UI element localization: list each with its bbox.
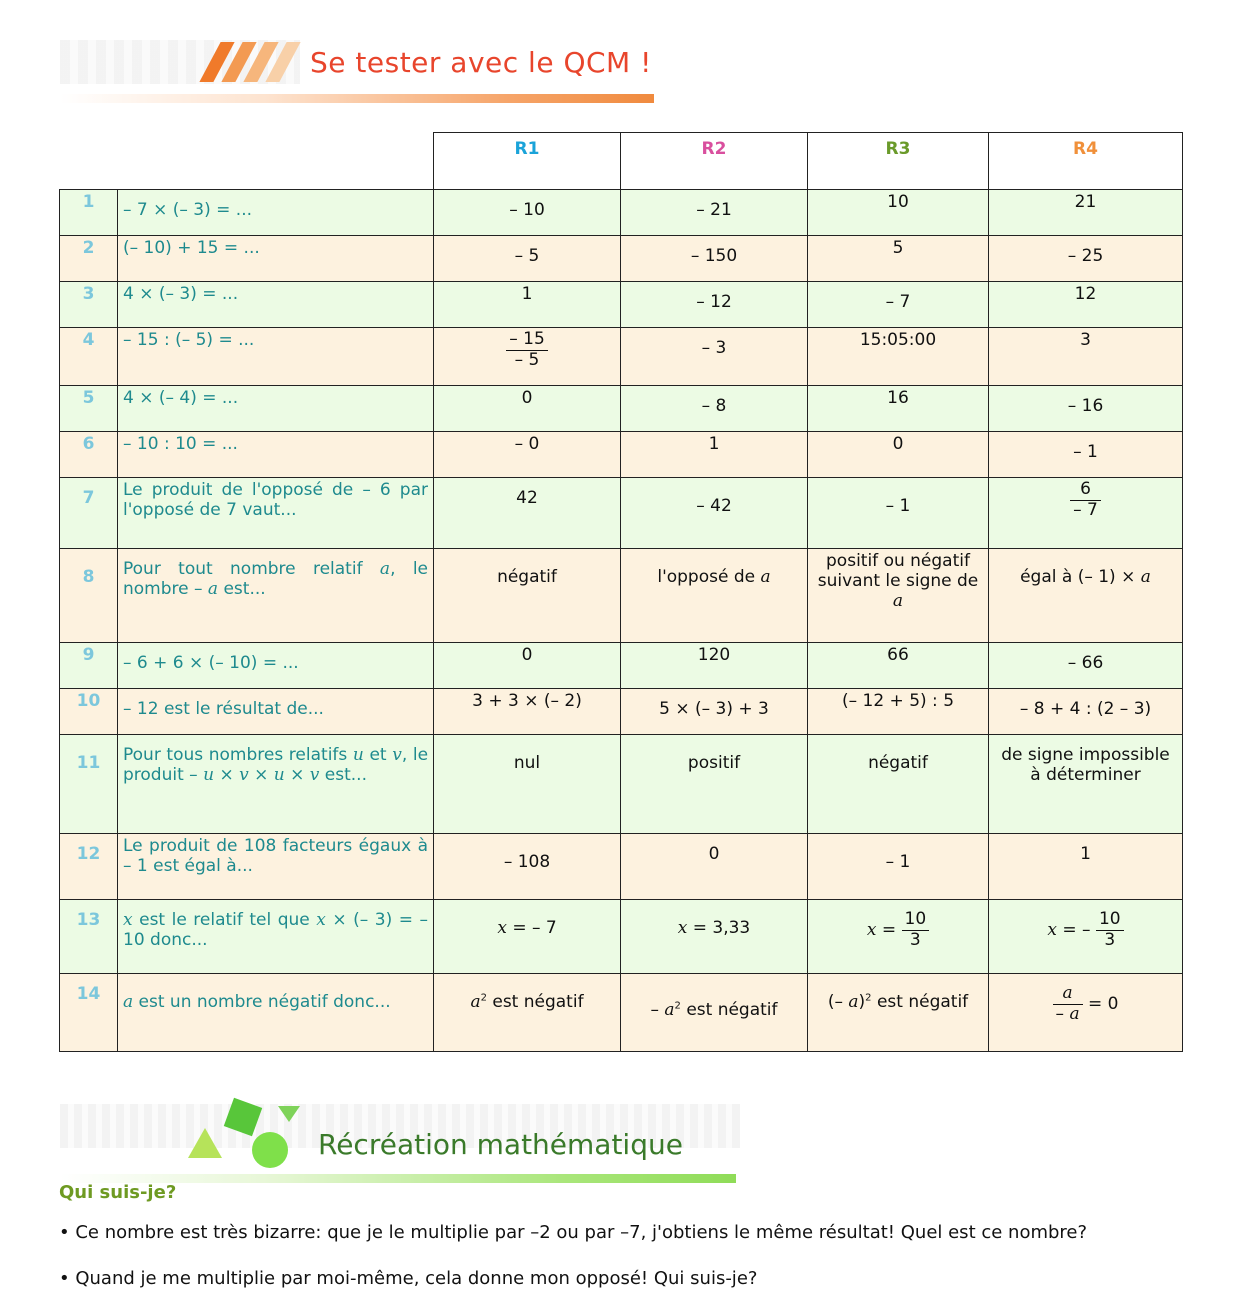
answer-part: – xyxy=(650,1000,659,1020)
answer-r2: 120 xyxy=(621,643,808,689)
question-text xyxy=(118,974,434,1052)
table-row xyxy=(60,689,1183,735)
answer-r1 xyxy=(434,974,621,1052)
answer-part: (– xyxy=(827,992,843,1012)
banner-underline xyxy=(60,94,654,103)
circle-shape xyxy=(252,1132,288,1168)
question-part: , le nombre – xyxy=(123,559,428,599)
answer-r2: – 21 xyxy=(621,190,808,236)
question-part: Pour tous nombres relatifs xyxy=(123,745,348,765)
table-row xyxy=(60,386,1183,432)
variable: a xyxy=(848,992,859,1012)
question-part: est... xyxy=(324,765,367,785)
question-number: 9 xyxy=(60,643,118,689)
answer-part: = – xyxy=(1062,920,1091,941)
variable: a xyxy=(664,1000,675,1020)
variable: x xyxy=(866,920,877,941)
question-text: Le produit de 108 facteurs égaux à – 1 est égal à... xyxy=(118,834,434,900)
fraction-numerator: 10 xyxy=(1096,910,1124,931)
answer-r4: – 66 xyxy=(989,643,1183,689)
answer-r3: 16 xyxy=(808,386,989,432)
answer-r1: – 5 xyxy=(434,236,621,282)
variable: v xyxy=(392,745,402,765)
header-r3: R3 xyxy=(808,133,989,190)
fraction-numerator: 10 xyxy=(902,910,930,931)
fraction xyxy=(1096,910,1124,950)
variable: u xyxy=(352,745,364,765)
fraction-numerator xyxy=(1053,984,1083,1005)
header-blank xyxy=(60,133,434,190)
answer-r1: nul xyxy=(434,735,621,834)
question-text xyxy=(118,735,434,834)
answer-part: = 3,33 xyxy=(692,918,751,938)
answer-part: est négatif xyxy=(876,992,969,1012)
header-r2: R2 xyxy=(621,133,808,190)
exponent: 2 xyxy=(865,992,872,1004)
question-number: 5 xyxy=(60,386,118,432)
fraction xyxy=(902,910,930,950)
header-r1: R1 xyxy=(434,133,621,190)
answer-r3: 15:05:00 xyxy=(808,328,989,386)
variable: a xyxy=(207,579,219,599)
question-number: 11 xyxy=(60,735,118,834)
answer-r3: 0 xyxy=(808,432,989,478)
question-text xyxy=(118,549,434,643)
question-number: 8 xyxy=(60,549,118,643)
answer-part: ) xyxy=(858,992,866,1012)
answer-r3: – 1 xyxy=(808,834,989,900)
fraction-denominator: – 7 xyxy=(1073,499,1098,520)
answer-r3 xyxy=(808,974,989,1052)
question-part: et xyxy=(369,745,387,765)
answer-part: égal à (– 1) × xyxy=(1020,567,1136,587)
fraction-denominator: 3 xyxy=(909,929,921,950)
answer-part: est négatif xyxy=(492,992,584,1012)
question-number: 4 xyxy=(60,328,118,386)
table-row xyxy=(60,282,1183,328)
riddle-heading: Qui suis-je? xyxy=(59,1182,177,1203)
variable: a xyxy=(123,992,134,1012)
answer-r1: 42 xyxy=(434,478,621,549)
answer-r1: 0 xyxy=(434,386,621,432)
answer-r3: (– 12 + 5) : 5 xyxy=(808,689,989,735)
question-part: × (– 3) = – 10 donc... xyxy=(123,910,429,950)
answer-r3: 5 xyxy=(808,236,989,282)
fraction-denominator xyxy=(1053,1005,1083,1025)
variable: a xyxy=(1062,983,1073,1003)
variable: a xyxy=(379,559,391,579)
question-number: 2 xyxy=(60,236,118,282)
answer-r3: – 1 xyxy=(808,478,989,549)
table-row xyxy=(60,834,1183,900)
variable: x xyxy=(316,910,326,930)
answer-r2: 0 xyxy=(621,834,808,900)
answer-r3: 10 xyxy=(808,190,989,236)
answer-r4 xyxy=(989,974,1183,1052)
variable: x xyxy=(1047,920,1057,941)
answer-r2: – 150 xyxy=(621,236,808,282)
answer-part: = 0 xyxy=(1087,994,1119,1015)
question-number: 6 xyxy=(60,432,118,478)
answer-part: = – 7 xyxy=(512,918,557,938)
question-part: × xyxy=(254,765,269,785)
variable: a xyxy=(892,591,904,611)
question-text: Le produit de l'opposé de – 6 par l'opposé de 7 vaut... xyxy=(118,478,434,549)
answer-r4 xyxy=(989,549,1183,643)
question-text: – 7 × (– 3) = ... xyxy=(118,190,434,236)
riddle-item: • Quand je me multiplie par moi-même, cela donne mon opposé! Qui suis-je? xyxy=(59,1268,758,1289)
qcm-title: Se tester avec le QCM ! xyxy=(310,46,652,79)
answer-r2 xyxy=(621,974,808,1052)
answer-r3 xyxy=(808,900,989,974)
question-text: 4 × (– 3) = ... xyxy=(118,282,434,328)
answer-r2: – 12 xyxy=(621,282,808,328)
variable: x xyxy=(123,910,133,930)
answer-r1 xyxy=(434,900,621,974)
triangle-outline-shape xyxy=(278,1106,300,1122)
qcm-banner xyxy=(60,38,670,106)
question-number: 3 xyxy=(60,282,118,328)
answer-r1: 0 xyxy=(434,643,621,689)
question-part: , le produit – xyxy=(123,745,429,785)
answer-r1: négatif xyxy=(434,549,621,643)
table-row xyxy=(60,900,1183,974)
answer-part: est négatif xyxy=(686,1000,778,1020)
question-text: – 6 + 6 × (– 10) = ... xyxy=(118,643,434,689)
question-number: 7 xyxy=(60,478,118,549)
table-row xyxy=(60,328,1183,386)
fraction xyxy=(506,330,548,370)
answer-r4: – 1 xyxy=(989,432,1183,478)
answer-r1: – 108 xyxy=(434,834,621,900)
answer-r4: 3 xyxy=(989,328,1183,386)
fraction xyxy=(1053,984,1083,1024)
fraction-denominator: – 5 xyxy=(514,349,540,370)
question-part: est... xyxy=(223,579,266,599)
answer-r2: positif xyxy=(621,735,808,834)
variable: x xyxy=(497,918,507,938)
table-header-row xyxy=(60,133,1183,190)
fraction xyxy=(1070,480,1101,520)
fraction-numerator: 6 xyxy=(1070,480,1101,501)
variable: u xyxy=(203,765,215,785)
answer-r4: – 25 xyxy=(989,236,1183,282)
question-number: 14 xyxy=(60,974,118,1052)
variable: a xyxy=(470,992,481,1012)
fraction-numerator: – 15 xyxy=(506,330,548,351)
riddle-item: • Ce nombre est très bizarre: que je le multiplie par –2 ou par –7, j'obtiens le même résultat! Quel est ce nombre? xyxy=(59,1222,1088,1243)
question-part: × xyxy=(290,765,305,785)
variable: a xyxy=(1140,567,1151,587)
table-row xyxy=(60,549,1183,643)
answer-r4: 12 xyxy=(989,282,1183,328)
answer-r2: – 42 xyxy=(621,478,808,549)
table-row xyxy=(60,974,1183,1052)
variable: u xyxy=(273,765,285,785)
answer-r4: – 8 + 4 : (2 – 3) xyxy=(989,689,1183,735)
question-text: (– 10) + 15 = ... xyxy=(118,236,434,282)
question-part: est un nombre négatif donc... xyxy=(138,992,391,1012)
variable: v xyxy=(309,765,320,785)
answer-part: = xyxy=(881,920,897,941)
table-row xyxy=(60,735,1183,834)
question-text: – 10 : 10 = ... xyxy=(118,432,434,478)
question-part: × xyxy=(219,765,234,785)
exponent: 2 xyxy=(480,992,487,1004)
fraction-denominator: 3 xyxy=(1104,929,1116,950)
header-r4: R4 xyxy=(989,133,1183,190)
question-number: 1 xyxy=(60,190,118,236)
answer-r2: 5 × (– 3) + 3 xyxy=(621,689,808,735)
answer-r2 xyxy=(621,549,808,643)
question-part: est le relatif tel que xyxy=(139,910,310,930)
variable: a xyxy=(1069,1003,1080,1024)
question-number: 13 xyxy=(60,900,118,974)
question-text: – 15 : (– 5) = ... xyxy=(118,328,434,386)
table-row xyxy=(60,236,1183,282)
table-row xyxy=(60,190,1183,236)
question-number: 12 xyxy=(60,834,118,900)
answer-r4 xyxy=(989,900,1183,974)
answer-r4: 1 xyxy=(989,834,1183,900)
question-text: 4 × (– 4) = ... xyxy=(118,386,434,432)
answer-part: l'opposé de xyxy=(657,567,756,587)
answer-r1: – 0 xyxy=(434,432,621,478)
question-text xyxy=(118,900,434,974)
qcm-table xyxy=(59,132,1183,1052)
answer-r3: négatif xyxy=(808,735,989,834)
table-row xyxy=(60,478,1183,549)
variable: v xyxy=(239,765,249,785)
answer-r3: 66 xyxy=(808,643,989,689)
answer-r3 xyxy=(808,549,989,643)
table-row xyxy=(60,432,1183,478)
answer-r1: 1 xyxy=(434,282,621,328)
answer-r4: 21 xyxy=(989,190,1183,236)
answer-r3: – 7 xyxy=(808,282,989,328)
exponent: 2 xyxy=(674,1000,681,1012)
answer-r4: de signe impossible à déterminer xyxy=(989,735,1183,834)
answer-part: positif ou négatif suivant le signe de xyxy=(817,551,979,591)
table-row xyxy=(60,643,1183,689)
answer-r2: – 3 xyxy=(621,328,808,386)
answer-part: – xyxy=(1055,1003,1065,1024)
question-number: 10 xyxy=(60,689,118,735)
recreation-banner xyxy=(60,1100,740,1186)
answer-r2: – 8 xyxy=(621,386,808,432)
answer-r2 xyxy=(621,900,808,974)
answer-r4: – 16 xyxy=(989,386,1183,432)
answer-r1: 3 + 3 × (– 2) xyxy=(434,689,621,735)
question-part: Pour tout nombre relatif xyxy=(123,559,363,579)
question-text: – 12 est le résultat de... xyxy=(118,689,434,735)
recreation-title: Récréation mathématique xyxy=(318,1128,683,1161)
answer-r2: 1 xyxy=(621,432,808,478)
answer-r1 xyxy=(434,328,621,386)
variable: x xyxy=(677,918,688,938)
answer-r1: – 10 xyxy=(434,190,621,236)
variable: a xyxy=(760,567,771,587)
answer-r4 xyxy=(989,478,1183,549)
triangle-shape xyxy=(188,1128,222,1158)
